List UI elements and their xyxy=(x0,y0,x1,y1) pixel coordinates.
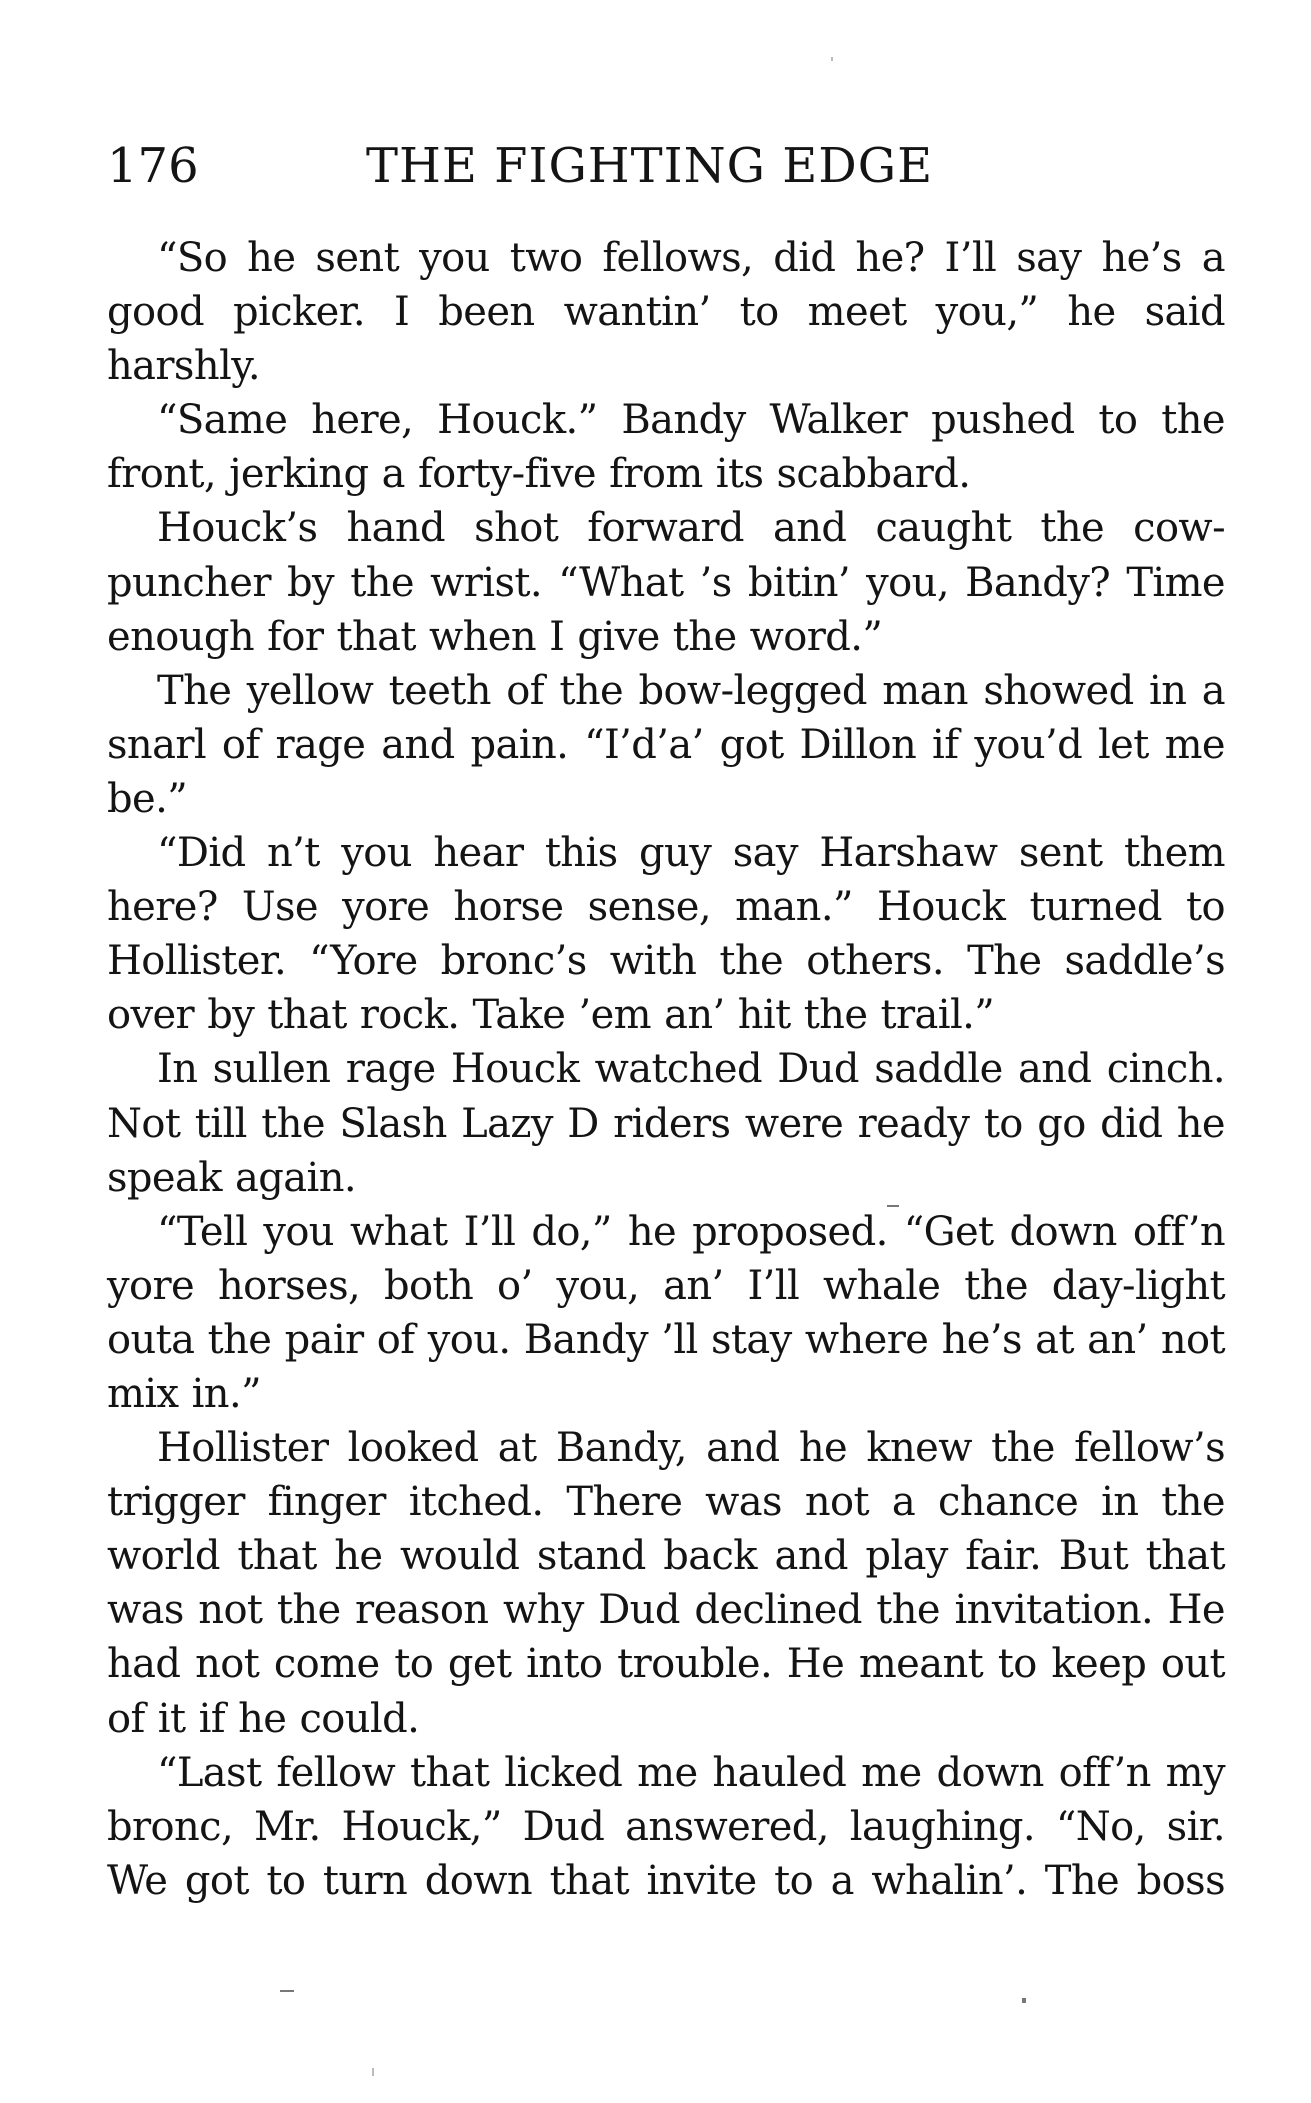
scan-speck xyxy=(372,2068,374,2076)
running-header xyxy=(107,136,1225,196)
book-title: THE FIGHTING EDGE xyxy=(366,138,934,194)
body-text xyxy=(107,231,1225,1908)
paragraph: “Last fellow that licked me hauled me down off’n my bronc, Mr. Houck,” Dud answered, laughing. “No, sir. We got to turn down that invite to a whalin’. The boss xyxy=(107,1749,1225,1904)
paragraph: Houck’s hand shot forward and caught the cow-puncher by the wrist. “What ’s bitin’ you, Bandy? Time enough for that when I give the word.” xyxy=(107,505,1225,660)
paragraph: In sullen rage Houck watched Dud saddle and cinch. Not till the Slash Lazy D riders were ready to go did he speak again. xyxy=(107,1046,1225,1201)
paragraph: “Tell you what I’ll do,” he proposed. “Get down off’n yore horses, both o’ you, an’ I’ll whale the day-light outa the pair of you. Bandy ’ll stay where he’s at an’ not mix in.” xyxy=(107,1208,1225,1417)
paragraph: “Same here, Houck.” Bandy Walker pushed to the front, jerking a forty-five from its scabbard. xyxy=(107,397,1225,498)
page-number: 176 xyxy=(107,138,199,194)
scan-speck xyxy=(887,1205,899,1207)
paragraph: “So he sent you two fellows, did he? I’ll say he’s a good picker. I been wantin’ to meet you,” he said harshly. xyxy=(107,235,1225,390)
scan-speck xyxy=(280,1990,294,1992)
scan-speck xyxy=(1022,1998,1026,2003)
paragraph: Hollister looked at Bandy, and he knew the fellow’s trigger finger itched. There was not a chance in the world that he would stand back and play fair. But that was not the reason why Dud declined the invitation. He had not come to get into trouble. He meant to keep out of it if he could. xyxy=(107,1425,1225,1742)
paragraph: The yellow teeth of the bow-legged man showed in a snarl of rage and pain. “I’d’a’ got Dillon if you’d let me be.” xyxy=(107,667,1225,822)
paragraph: “Did n’t you hear this guy say Harshaw sent them here? Use yore horse sense, man.” Houck turned to Hollister. “Yore bronc’s with the others. The saddle’s over by that rock. Take ’em an’ hit the trail.” xyxy=(107,830,1225,1039)
scan-speck xyxy=(831,57,833,61)
